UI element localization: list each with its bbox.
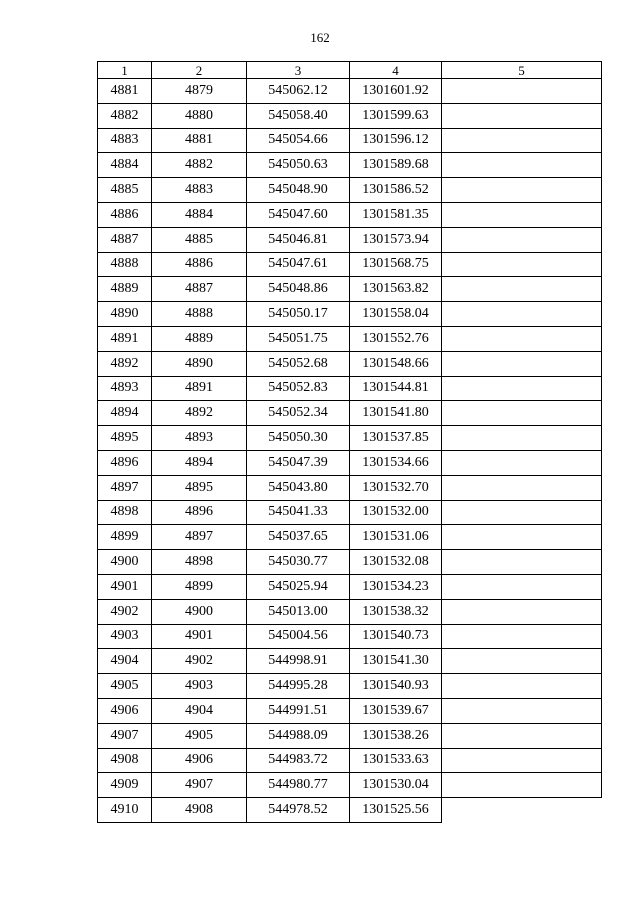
table-row (98, 302, 602, 327)
coordinates-table (97, 61, 602, 823)
table-cell: 4882 (152, 153, 247, 178)
table-cell (442, 351, 602, 376)
table-cell: 1301532.70 (350, 475, 442, 500)
table-cell (442, 227, 602, 252)
table-cell: 545048.86 (247, 277, 350, 302)
table-cell: 545013.00 (247, 599, 350, 624)
table-cell: 544995.28 (247, 674, 350, 699)
table-cell: 545047.61 (247, 252, 350, 277)
table-cell: 4902 (152, 649, 247, 674)
table-cell (442, 500, 602, 525)
table-cell: 544991.51 (247, 698, 350, 723)
table-cell: 544988.09 (247, 723, 350, 748)
table-cell: 4905 (152, 723, 247, 748)
table-cell: 1301548.66 (350, 351, 442, 376)
table-cell: 4891 (152, 376, 247, 401)
table-cell: 1301558.04 (350, 302, 442, 327)
table-row (98, 525, 602, 550)
table-cell (442, 649, 602, 674)
table-cell: 1301586.52 (350, 178, 442, 203)
table-cell (442, 450, 602, 475)
table-cell (442, 178, 602, 203)
table-cell: 4890 (98, 302, 152, 327)
table-cell: 545062.12 (247, 79, 350, 104)
table-cell: 4882 (98, 103, 152, 128)
table-row (98, 550, 602, 575)
table-row (98, 252, 602, 277)
table-cell: 4894 (98, 401, 152, 426)
table-cell: 4901 (98, 574, 152, 599)
table-cell: 4908 (152, 798, 247, 823)
table-cell: 544983.72 (247, 748, 350, 773)
table-cell: 545052.83 (247, 376, 350, 401)
table-cell: 1301601.92 (350, 79, 442, 104)
table-cell: 4885 (152, 227, 247, 252)
table-cell: 4899 (98, 525, 152, 550)
table-cell: 4892 (152, 401, 247, 426)
column-header: 4 (350, 62, 442, 79)
table-cell (442, 550, 602, 575)
table-cell: 545050.17 (247, 302, 350, 327)
table-cell: 1301552.76 (350, 326, 442, 351)
table-cell: 545047.39 (247, 450, 350, 475)
table-row (98, 103, 602, 128)
table-cell (442, 574, 602, 599)
table-cell: 1301532.00 (350, 500, 442, 525)
table-cell (442, 202, 602, 227)
table-cell: 544978.52 (247, 798, 350, 823)
table-cell (442, 326, 602, 351)
table-cell: 1301581.35 (350, 202, 442, 227)
table-row (98, 376, 602, 401)
table-cell: 1301530.04 (350, 773, 442, 798)
table-cell: 1301534.23 (350, 574, 442, 599)
table-cell: 1301531.06 (350, 525, 442, 550)
table-row (98, 599, 602, 624)
table-row (98, 674, 602, 699)
table-cell: 1301541.80 (350, 401, 442, 426)
table-cell: 4904 (152, 698, 247, 723)
table-row (98, 153, 602, 178)
table-row (98, 351, 602, 376)
table-cell: 4899 (152, 574, 247, 599)
table-cell: 4897 (98, 475, 152, 500)
table-row (98, 426, 602, 451)
table-cell: 545046.81 (247, 227, 350, 252)
table-row (98, 227, 602, 252)
table-cell: 4879 (152, 79, 247, 104)
table-cell: 4886 (152, 252, 247, 277)
table-cell: 4889 (98, 277, 152, 302)
table-cell: 4906 (98, 698, 152, 723)
table-row (98, 723, 602, 748)
table-row (98, 178, 602, 203)
table-cell (442, 698, 602, 723)
table-cell (442, 252, 602, 277)
table-body (98, 79, 602, 823)
table-cell: 4898 (152, 550, 247, 575)
column-header: 5 (442, 62, 602, 79)
table-cell: 1301568.75 (350, 252, 442, 277)
table-cell: 4883 (98, 128, 152, 153)
table-cell: 4881 (98, 79, 152, 104)
table-cell: 4910 (98, 798, 152, 823)
table-cell: 4902 (98, 599, 152, 624)
table-row (98, 277, 602, 302)
table-cell: 4893 (152, 426, 247, 451)
table-cell: 4897 (152, 525, 247, 550)
table-cell (442, 153, 602, 178)
table-cell: 4898 (98, 500, 152, 525)
table-cell (442, 475, 602, 500)
table-row (98, 773, 602, 798)
table-cell: 1301532.08 (350, 550, 442, 575)
table-cell: 545050.30 (247, 426, 350, 451)
table-cell: 545052.34 (247, 401, 350, 426)
table-cell: 1301533.63 (350, 748, 442, 773)
table-cell (442, 302, 602, 327)
table-cell (442, 723, 602, 748)
table-cell: 1301538.32 (350, 599, 442, 624)
table-row (98, 401, 602, 426)
table-cell: 1301534.66 (350, 450, 442, 475)
table-row (98, 649, 602, 674)
table-cell: 1301540.93 (350, 674, 442, 699)
table-cell: 1301596.12 (350, 128, 442, 153)
table-cell: 4884 (152, 202, 247, 227)
table-cell: 4893 (98, 376, 152, 401)
table-cell: 544980.77 (247, 773, 350, 798)
table-cell: 1301541.30 (350, 649, 442, 674)
table-cell: 1301538.26 (350, 723, 442, 748)
table-cell (442, 128, 602, 153)
table-cell: 545048.90 (247, 178, 350, 203)
table-cell: 4891 (98, 326, 152, 351)
column-header: 2 (152, 62, 247, 79)
column-header: 1 (98, 62, 152, 79)
table-row (98, 500, 602, 525)
table-cell: 4895 (98, 426, 152, 451)
table-cell: 4888 (98, 252, 152, 277)
table-cell: 1301563.82 (350, 277, 442, 302)
table-cell (442, 277, 602, 302)
table-cell: 1301544.81 (350, 376, 442, 401)
table-row (98, 624, 602, 649)
table-cell (442, 599, 602, 624)
table-cell (442, 376, 602, 401)
table-cell: 545054.66 (247, 128, 350, 153)
table-header-row (98, 62, 602, 79)
table-row (98, 574, 602, 599)
table-cell: 1301599.63 (350, 103, 442, 128)
table-cell: 4894 (152, 450, 247, 475)
table-cell: 545043.80 (247, 475, 350, 500)
table-row (98, 202, 602, 227)
table-cell: 545051.75 (247, 326, 350, 351)
table-cell: 4909 (98, 773, 152, 798)
table-row (98, 326, 602, 351)
table-cell: 4887 (152, 277, 247, 302)
table-cell (442, 798, 602, 823)
table-row (98, 128, 602, 153)
table-row (98, 450, 602, 475)
table-cell: 4896 (98, 450, 152, 475)
table-cell: 4895 (152, 475, 247, 500)
table-cell: 4881 (152, 128, 247, 153)
table-cell (442, 674, 602, 699)
table-cell: 545025.94 (247, 574, 350, 599)
table-cell: 4906 (152, 748, 247, 773)
table-cell: 4880 (152, 103, 247, 128)
table-cell: 4903 (152, 674, 247, 699)
table-cell: 4904 (98, 649, 152, 674)
table-row (98, 79, 602, 104)
table-cell: 1301573.94 (350, 227, 442, 252)
table-cell (442, 103, 602, 128)
table-row (98, 798, 602, 823)
table-cell: 4888 (152, 302, 247, 327)
table-cell: 4901 (152, 624, 247, 649)
table-cell: 544998.91 (247, 649, 350, 674)
table-cell: 4896 (152, 500, 247, 525)
table-cell: 545004.56 (247, 624, 350, 649)
table-cell: 4900 (152, 599, 247, 624)
table-cell: 4908 (98, 748, 152, 773)
table-cell: 4887 (98, 227, 152, 252)
table-row (98, 698, 602, 723)
table-cell: 1301589.68 (350, 153, 442, 178)
table-cell (442, 401, 602, 426)
table-cell: 1301540.73 (350, 624, 442, 649)
table-cell: 1301539.67 (350, 698, 442, 723)
table-cell: 4889 (152, 326, 247, 351)
table-cell (442, 426, 602, 451)
page-number: 162 (310, 30, 330, 45)
table-cell: 4883 (152, 178, 247, 203)
table-row (98, 748, 602, 773)
table-cell: 545030.77 (247, 550, 350, 575)
table-cell: 4885 (98, 178, 152, 203)
table-cell (442, 525, 602, 550)
table-cell: 1301537.85 (350, 426, 442, 451)
table-cell: 4900 (98, 550, 152, 575)
table-cell: 545037.65 (247, 525, 350, 550)
table-cell: 4884 (98, 153, 152, 178)
table-cell: 545058.40 (247, 103, 350, 128)
table-cell: 4886 (98, 202, 152, 227)
table-cell: 4890 (152, 351, 247, 376)
table-cell: 1301525.56 (350, 798, 442, 823)
table-cell: 545041.33 (247, 500, 350, 525)
table-cell: 545047.60 (247, 202, 350, 227)
table-cell (442, 773, 602, 798)
table-cell (442, 79, 602, 104)
table-cell: 4905 (98, 674, 152, 699)
table-cell: 545052.68 (247, 351, 350, 376)
table-cell (442, 624, 602, 649)
table-cell: 4903 (98, 624, 152, 649)
table-row (98, 475, 602, 500)
table-cell: 4892 (98, 351, 152, 376)
table-cell (442, 748, 602, 773)
table-cell: 4907 (98, 723, 152, 748)
table-cell: 545050.63 (247, 153, 350, 178)
column-header: 3 (247, 62, 350, 79)
table-cell: 4907 (152, 773, 247, 798)
